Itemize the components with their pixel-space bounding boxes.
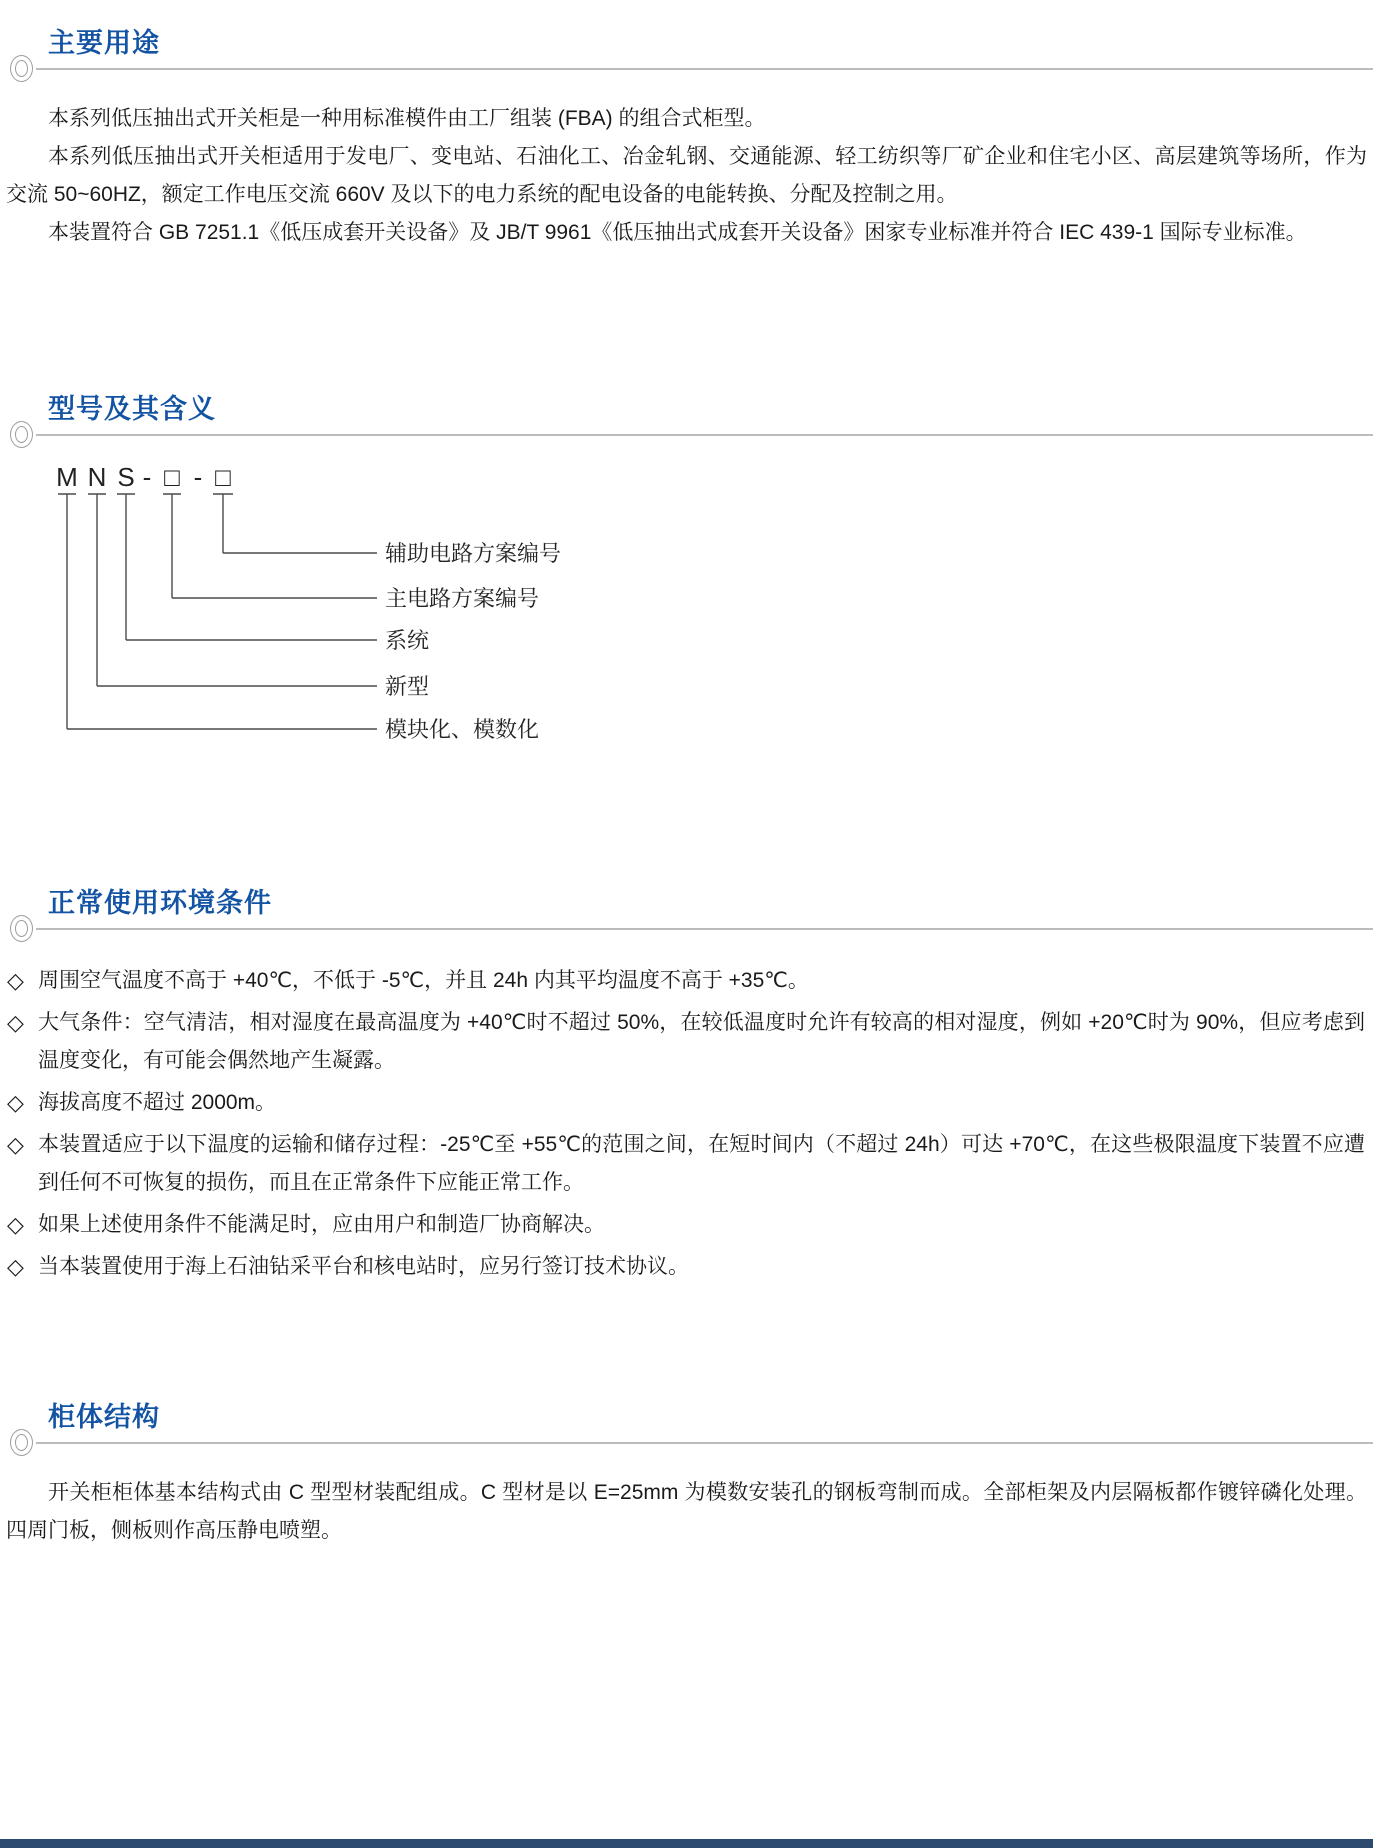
section-main-usage [0,24,1373,252]
section-model-meaning [0,390,1373,754]
diamond-bullet-icon: ◇ [7,1090,24,1115]
usage-paragraph: 本系列低压抽出式开关柜是一种用标准模件由工厂组装 (FBA) 的组合式柜型。 [48,107,766,130]
structure-paragraph: 开关柜柜体基本结构式由 C 型型材装配组成。C 型材是以 E=25mm 为模数安装孔的钢板弯制而成。全部柜架及内层隔板都作镀锌磷化处理。四周门板，侧板则作高压静电喷塑。 [6,1481,1367,1542]
list-item [0,1206,1373,1248]
usage-paragraph: 本系列低压抽出式开关柜适用于发电厂、变电站、石油化工、冶金轧钢、交通能源、轻工纺织等厂矿企业和住宅小区、高层建筑等场所，作为交流 50~60HZ，额定工作电压交流 660V 及以下的电力系统的配电设备的电能转换、分配及控制之用。 [6,145,1367,206]
model-code-char: - [193,462,203,492]
list-item-text: 当本装置使用于海上石油钻采平台和核电站时，应另行签订技术协议。 [38,1255,689,1278]
model-code-char: M [56,462,78,492]
model-label-modular: 模块化、模数化 [385,717,540,742]
model-label-aux-circuit: 辅助电路方案编号 [385,541,562,566]
list-item [0,1248,1373,1290]
list-item [0,962,1373,1004]
list-item-text: 周围空气温度不高于 +40℃，不低于 -5℃，并且 24h 内其平均温度不高于 +35℃。 [38,969,809,992]
section-environment-conditions [0,884,1373,1290]
model-label-system: 系统 [385,628,430,653]
divider-line [36,928,1373,930]
structure-paragraphs [6,1474,1367,1550]
model-code-box: □ [164,462,180,492]
ring-ornament-icon [10,421,33,448]
diamond-bullet-icon: ◇ [7,1132,24,1157]
list-item-text: 本装置适应于以下温度的运输和储存过程：-25℃至 +55℃的范围之间，在短时间内（不超过 24h）可达 +70℃，在这些极限温度下装置不应遭到任何不可恢复的损伤，而且在正常条件下应能正常工作。 [38,1133,1365,1194]
model-label-main-circuit: 主电路方案编号 [385,586,540,611]
ring-ornament-inner-icon [15,60,28,77]
ring-ornament-icon [10,1429,33,1456]
environment-condition-list [0,962,1373,1290]
divider-line [36,68,1373,70]
list-item [0,1084,1373,1126]
section-title-model-meaning: 型号及其含义 [48,394,216,424]
section-title-environment: 正常使用环境条件 [48,888,272,918]
list-item [0,1004,1373,1084]
section-divider [0,58,1373,92]
list-item-text: 大气条件：空气清洁，相对湿度在最高温度为 +40℃时不超过 50%，在较低温度时允许有较高的相对湿度，例如 +20℃时为 90%，但应考虑到温度变化，有可能会偶然地产生凝露。 [38,1011,1365,1072]
ring-ornament-inner-icon [15,426,28,443]
ring-ornament-inner-icon [15,1434,28,1451]
usage-paragraph: 本装置符合 GB 7251.1《低压成套开关设备》及 JB/T 9961《低压抽出式成套开关设备》困家专业标准并符合 IEC 439-1 国际专业标准。 [48,221,1307,244]
model-code-box: □ [215,462,231,492]
section-title-cabinet-structure: 柜体结构 [48,1402,160,1432]
section-divider [0,918,1373,952]
section-cabinet-structure [0,1398,1373,1550]
ring-ornament-icon [10,915,33,942]
model-code-char: - [142,462,152,492]
ring-ornament-inner-icon [15,920,28,937]
model-designation-diagram [0,458,780,754]
divider-line [36,434,1373,436]
usage-paragraphs [6,100,1367,252]
model-code-char: N [87,462,107,492]
list-item-text: 如果上述使用条件不能满足时，应由用户和制造厂协商解决。 [38,1213,605,1236]
section-divider [0,424,1373,458]
list-item [0,1126,1373,1206]
model-code-char: S [117,462,135,492]
page-footer-bar [0,1839,1373,1848]
ring-ornament-icon [10,55,33,82]
diamond-bullet-icon: ◇ [7,968,24,993]
section-title-main-usage: 主要用途 [48,28,160,58]
divider-line [36,1442,1373,1444]
diamond-bullet-icon: ◇ [7,1212,24,1237]
list-item-text: 海拔高度不超过 2000m。 [38,1091,277,1114]
model-label-new-type: 新型 [385,674,430,699]
diamond-bullet-icon: ◇ [7,1010,24,1035]
diamond-bullet-icon: ◇ [7,1254,24,1279]
section-divider [0,1432,1373,1466]
